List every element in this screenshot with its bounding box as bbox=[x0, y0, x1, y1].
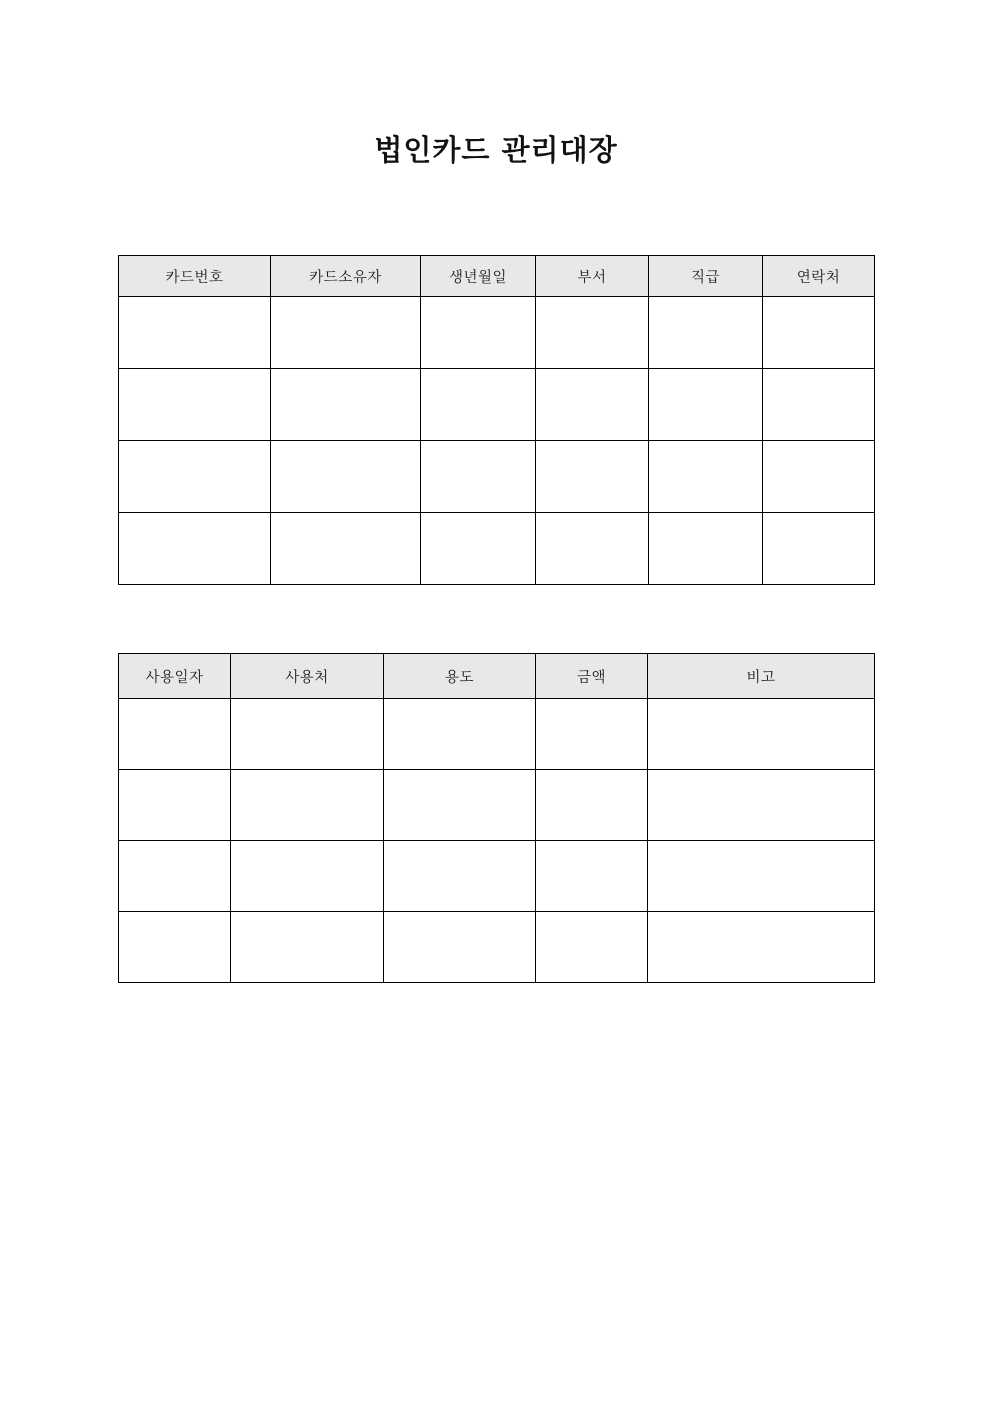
cell-department[interactable] bbox=[536, 441, 649, 513]
cell-use-place[interactable] bbox=[231, 841, 384, 912]
cell-amount[interactable] bbox=[536, 699, 648, 770]
cell-amount[interactable] bbox=[536, 912, 648, 983]
cell-note[interactable] bbox=[648, 912, 875, 983]
cell-purpose[interactable] bbox=[384, 841, 536, 912]
table-row bbox=[119, 297, 875, 369]
cell-position[interactable] bbox=[649, 441, 763, 513]
table-row bbox=[119, 441, 875, 513]
cell-department[interactable] bbox=[536, 369, 649, 441]
column-header-birthdate: 생년월일 bbox=[421, 256, 536, 297]
table-row bbox=[119, 770, 875, 841]
table-row bbox=[119, 699, 875, 770]
column-header-note: 비고 bbox=[648, 654, 875, 699]
cell-contact[interactable] bbox=[763, 369, 875, 441]
cell-use-date[interactable] bbox=[119, 699, 231, 770]
card-info-table bbox=[118, 255, 875, 585]
cell-use-date[interactable] bbox=[119, 841, 231, 912]
cell-purpose[interactable] bbox=[384, 699, 536, 770]
cell-use-place[interactable] bbox=[231, 770, 384, 841]
cell-card-holder[interactable] bbox=[271, 513, 421, 585]
cell-position[interactable] bbox=[649, 297, 763, 369]
cell-note[interactable] bbox=[648, 699, 875, 770]
cell-use-place[interactable] bbox=[231, 699, 384, 770]
table-header-row bbox=[119, 256, 875, 297]
cell-contact[interactable] bbox=[763, 297, 875, 369]
cell-use-place[interactable] bbox=[231, 912, 384, 983]
cell-card-number[interactable] bbox=[119, 297, 271, 369]
cell-birthdate[interactable] bbox=[421, 369, 536, 441]
cell-contact[interactable] bbox=[763, 441, 875, 513]
table-row bbox=[119, 912, 875, 983]
cell-birthdate[interactable] bbox=[421, 513, 536, 585]
cell-use-date[interactable] bbox=[119, 912, 231, 983]
cell-card-number[interactable] bbox=[119, 513, 271, 585]
table-row bbox=[119, 369, 875, 441]
table-row bbox=[119, 841, 875, 912]
cell-card-number[interactable] bbox=[119, 441, 271, 513]
table-row bbox=[119, 513, 875, 585]
cell-card-holder[interactable] bbox=[271, 369, 421, 441]
cell-department[interactable] bbox=[536, 297, 649, 369]
cell-purpose[interactable] bbox=[384, 912, 536, 983]
cell-card-number[interactable] bbox=[119, 369, 271, 441]
cell-amount[interactable] bbox=[536, 841, 648, 912]
table-header-row bbox=[119, 654, 875, 699]
column-header-department: 부서 bbox=[536, 256, 649, 297]
cell-birthdate[interactable] bbox=[421, 441, 536, 513]
column-header-use-place: 사용처 bbox=[231, 654, 384, 699]
cell-position[interactable] bbox=[649, 513, 763, 585]
cell-note[interactable] bbox=[648, 770, 875, 841]
cell-purpose[interactable] bbox=[384, 770, 536, 841]
cell-use-date[interactable] bbox=[119, 770, 231, 841]
cell-department[interactable] bbox=[536, 513, 649, 585]
cell-position[interactable] bbox=[649, 369, 763, 441]
cell-card-holder[interactable] bbox=[271, 441, 421, 513]
column-header-position: 직급 bbox=[649, 256, 763, 297]
column-header-card-number: 카드번호 bbox=[119, 256, 271, 297]
column-header-use-date: 사용일자 bbox=[119, 654, 231, 699]
card-usage-table bbox=[118, 653, 875, 983]
cell-amount[interactable] bbox=[536, 770, 648, 841]
cell-note[interactable] bbox=[648, 841, 875, 912]
column-header-contact: 연락처 bbox=[763, 256, 875, 297]
column-header-purpose: 용도 bbox=[384, 654, 536, 699]
cell-card-holder[interactable] bbox=[271, 297, 421, 369]
column-header-amount: 금액 bbox=[536, 654, 648, 699]
cell-contact[interactable] bbox=[763, 513, 875, 585]
page-title: 법인카드 관리대장 bbox=[374, 133, 618, 167]
cell-birthdate[interactable] bbox=[421, 297, 536, 369]
column-header-card-holder: 카드소유자 bbox=[271, 256, 421, 297]
